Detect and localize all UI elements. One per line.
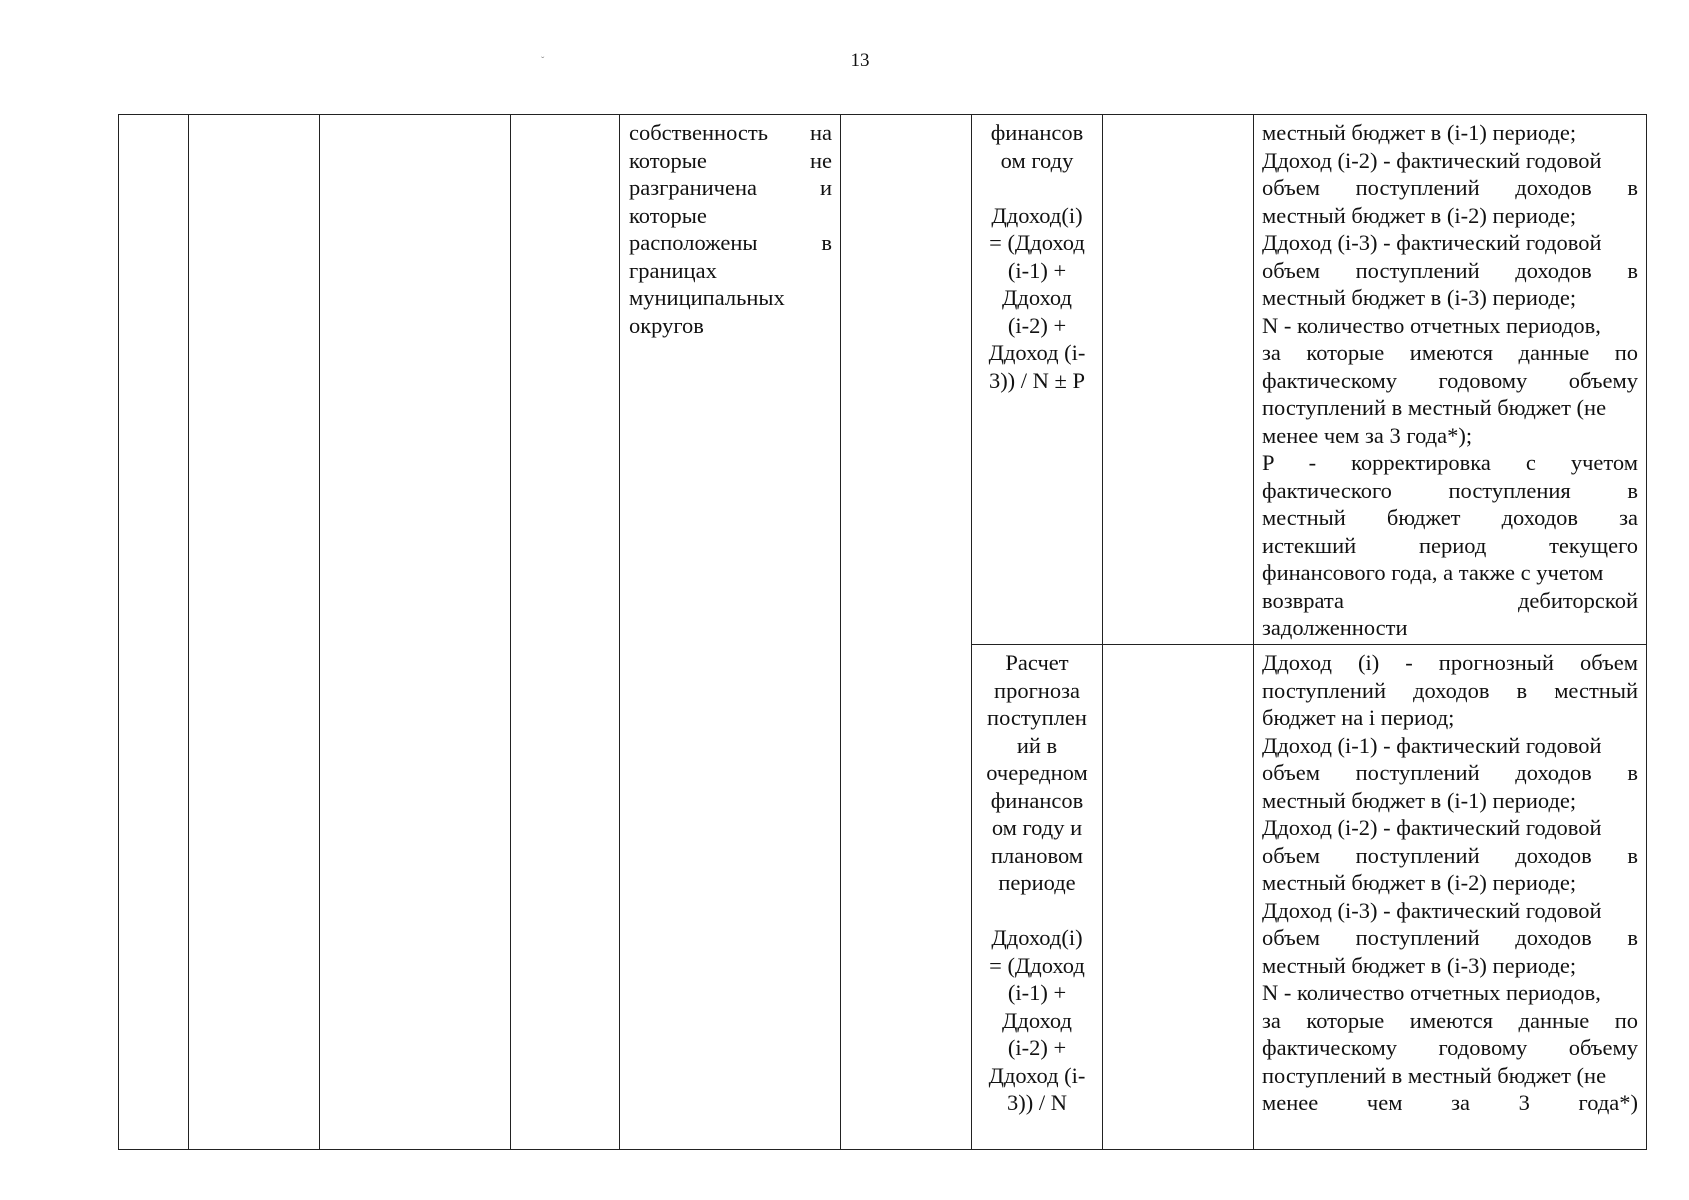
- cell-col8-row1: [1103, 115, 1254, 645]
- method-line: прогноза: [994, 677, 1080, 703]
- cell-description-row1: [1254, 115, 1647, 645]
- description-line: задолженности: [1262, 615, 1408, 640]
- description-line: местный бюджет в (i-2) периоде;: [1262, 202, 1577, 228]
- revenue-name-line: расположены в: [629, 230, 832, 255]
- method-line: очередном: [986, 760, 1088, 785]
- cell-col2: [189, 115, 320, 1150]
- description-line: за которые имеются данные по: [1262, 1007, 1638, 1033]
- formula-line: = (Ддоход: [989, 952, 1085, 978]
- description-line: Ддоход (i-2) - фактический годовой: [1262, 815, 1602, 840]
- description-line: Ддоход (i-3) - фактический годовой: [1262, 230, 1602, 255]
- formula-line: Ддоход: [1002, 285, 1072, 310]
- description-line: объем поступлений доходов в: [1262, 175, 1638, 200]
- formula-line: (i-1) +: [1007, 257, 1067, 283]
- description-line: Ддоход (i) - прогнозный объем: [1262, 650, 1638, 675]
- method-line: финансов: [990, 120, 1084, 145]
- formula-line: Ддоход(i): [991, 925, 1083, 950]
- description-line: местный бюджет в (i-1) периоде;: [1262, 120, 1577, 145]
- cell-col6: [841, 115, 972, 1150]
- revenue-name-line: собственность на: [629, 120, 832, 145]
- description-line: поступлений доходов в местный: [1262, 677, 1638, 703]
- description-line: местный бюджет в (i-3) периоде;: [1262, 952, 1577, 978]
- description-line: Ддоход (i-2) - фактический годовой: [1262, 147, 1602, 173]
- formula-line: Ддоход (i-: [988, 340, 1086, 365]
- description-line: местный бюджет в (i-3) периоде;: [1262, 285, 1577, 310]
- cell-description-row2: [1254, 645, 1647, 1150]
- description-line: фактического поступления в: [1262, 477, 1638, 503]
- formula-line: Ддоход: [1002, 1007, 1072, 1033]
- description-line: Ддоход (i-1) - фактический годовой: [1262, 732, 1602, 758]
- description-line: объем поступлений доходов в: [1262, 842, 1638, 868]
- revenue-name-line: которые не: [629, 147, 832, 173]
- description-line: фактическому годовому объему: [1262, 367, 1638, 393]
- revenue-name-line: разграничена и: [629, 175, 832, 200]
- description-line: местный бюджет доходов за: [1262, 505, 1638, 530]
- description-line: бюджет на i период;: [1262, 705, 1455, 730]
- description-line: поступлений в местный бюджет (не: [1262, 395, 1607, 420]
- formula-line: 3)) / N: [1007, 1090, 1067, 1115]
- method-line: ом году: [1000, 147, 1074, 173]
- description-line: P - корректировка с учетом: [1262, 450, 1638, 475]
- scan-speck: ˇ: [541, 56, 545, 67]
- description-line: поступлений в местный бюджет (не: [1262, 1062, 1607, 1088]
- description-line: Ддоход (i-3) - фактический годовой: [1262, 897, 1602, 923]
- description-line: местный бюджет в (i-2) периоде;: [1262, 870, 1577, 895]
- description-line: объем поступлений доходов в: [1262, 925, 1638, 950]
- revenue-name-line: которые: [629, 202, 707, 228]
- method-line: Расчет: [1005, 650, 1069, 675]
- method-line: ом году и: [991, 815, 1083, 840]
- formula-line: (i-2) +: [1007, 1035, 1067, 1060]
- description-line: возврата дебиторской: [1262, 587, 1638, 613]
- formula-line: Ддоход (i-: [988, 1062, 1086, 1088]
- description-line: истекший период текущего: [1262, 532, 1638, 558]
- description-line: N - количество отчетных периодов,: [1262, 312, 1601, 338]
- description-line: объем поступлений доходов в: [1262, 760, 1638, 785]
- cell-method-row1: [972, 115, 1103, 645]
- cell-col1: [119, 115, 189, 1150]
- revenue-forecast-table: [118, 114, 1647, 1150]
- formula-line: 3)) / N ± P: [988, 367, 1086, 393]
- cell-col8-row2: [1103, 645, 1254, 1150]
- revenue-name-line: муниципальных: [629, 285, 785, 310]
- cell-col4: [511, 115, 620, 1150]
- method-line: плановом: [990, 842, 1084, 868]
- revenue-name-line: границах: [629, 257, 717, 283]
- cell-method-row2: [972, 645, 1103, 1150]
- description-line: менее чем за 3 года*);: [1262, 422, 1473, 448]
- formula-line: Ддоход(i): [991, 202, 1083, 228]
- formula-line: (i-1) +: [1007, 980, 1067, 1005]
- description-line: финансового года, а также с учетом: [1262, 560, 1604, 585]
- page-number: 13: [850, 50, 870, 71]
- description-line: за которые имеются данные по: [1262, 340, 1638, 365]
- description-line: N - количество отчетных периодов,: [1262, 980, 1601, 1005]
- method-line: периоде: [998, 870, 1076, 895]
- table-row: [119, 115, 1647, 645]
- description-line: объем поступлений доходов в: [1262, 257, 1638, 283]
- method-line: финансов: [990, 787, 1084, 813]
- description-line: менее чем за 3 года*): [1262, 1090, 1638, 1115]
- revenue-name-line: округов: [629, 312, 704, 338]
- method-line: поступлен: [987, 705, 1087, 730]
- description-line: местный бюджет в (i-1) периоде;: [1262, 787, 1577, 813]
- description-line: фактическому годовому объему: [1262, 1035, 1638, 1060]
- method-line: ий в: [1016, 732, 1058, 758]
- cell-col3: [320, 115, 511, 1150]
- formula-line: = (Ддоход: [989, 230, 1085, 255]
- formula-line: (i-2) +: [1007, 312, 1067, 338]
- cell-revenue-name: [620, 115, 841, 1150]
